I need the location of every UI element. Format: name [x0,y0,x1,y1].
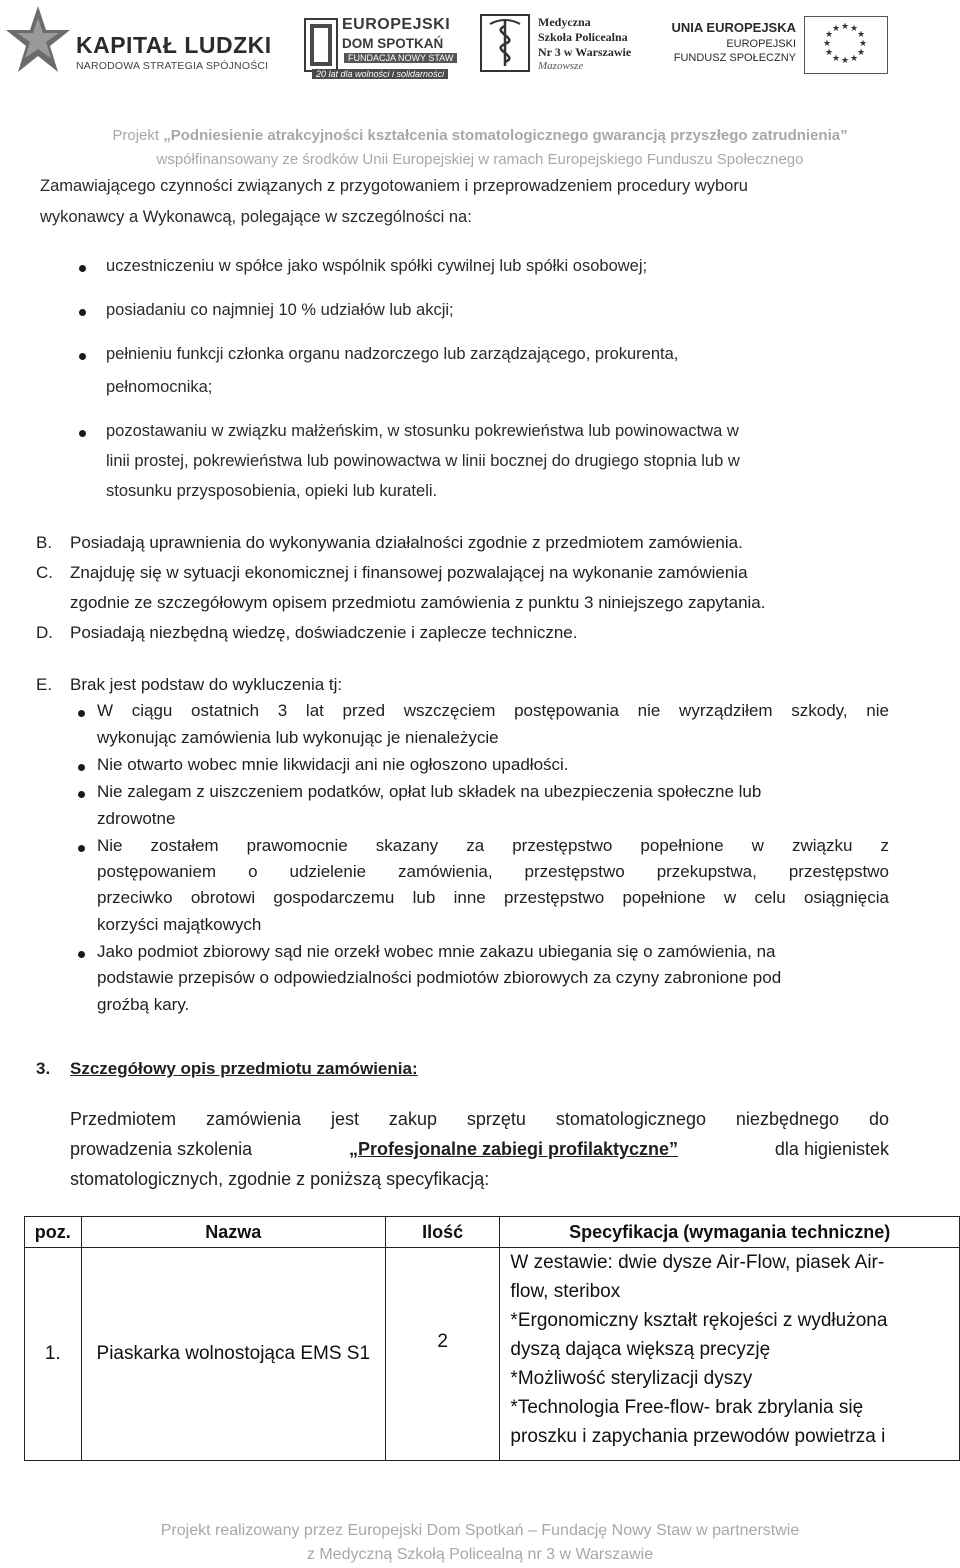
list-item-text: Nie zostałem prawomocnie skazany za przestępstwo popełnione w związku z [97,836,889,855]
project-title-line [0,127,960,144]
szkola-line2: Szkoła Policealna [538,30,628,44]
list-item-text: posiadaniu co najmniej 10 % udziałów lub akcji; [106,301,454,319]
svg-text:★: ★ [849,54,859,64]
paragraph-text: prowadzenia szkolenia [70,1139,253,1159]
svg-text:★: ★ [849,24,859,34]
cofinanced-line: współfinansowany ze środków Unii Europejskiej w ramach Europejskiego Funduszu Społecznego [156,151,804,168]
condition-letter-e: E. [36,675,53,694]
eds-line4: 20 lat dla wolności i solidarności [312,69,448,79]
ue-line1: UNIA EUROPEJSKA [671,20,796,35]
europejski-dom-spotkan-logo [304,14,454,79]
paragraph-text: dla higienistek [774,1139,889,1159]
eu-flag-icon [804,16,888,74]
bullet-icon [79,309,86,316]
ue-line3: FUNDUSZ SPOŁECZNY [673,52,796,64]
kapital-ludzki-star-icon [4,4,72,76]
spec-line: *Technologia Free-flow- brak zbrylania się [510,1397,864,1418]
list-item-text: Nie zalegam z uiszczeniem podatków, opłat lub składek na ubezpieczenia społeczne lub [97,782,762,801]
eds-line2: DOM SPOTKAŃ [342,36,444,51]
svg-text:★: ★ [824,30,834,40]
ue-line2: EUROPEJSKI [726,38,796,50]
svg-text:★: ★ [831,54,841,64]
section-title: Szczegółowy opis przedmiotu zamówienia: [70,1059,418,1078]
svg-text:★: ★ [831,24,841,34]
svg-text:★: ★ [840,22,850,32]
list-item-text: wykonując zamówienia lub wykonując je nienależycie [97,728,499,747]
list-item-text: stosunku przysposobienia, opieki lub kurateli. [106,482,438,500]
project-prefix: Projekt [112,127,164,144]
specification-table [24,1216,960,1461]
project-title: „Podniesienie atrakcyjności kształcenia stomatologicznego gwarancją przyszłego zatrudnienia” [163,127,848,144]
spec-line: flow, steribox [510,1281,621,1302]
list-item-text: groźbą kary. [97,995,190,1014]
list-item-text: Jako podmiot zbiorowy sąd nie orzekł wobec mnie zakazu ubiegania się o zamówienia, na [97,942,776,961]
condition-c-text: zgodnie ze szczegółowym opisem przedmiotu zamówienia z punktu 3 niniejszego zapytania. [70,593,766,612]
kapital-ludzki-subtitle: NARODOWA STRATEGIA SPÓJNOŚCI [76,60,269,72]
bullet-icon [79,430,86,437]
kapital-ludzki-title: KAPITAŁ LUDZKI [76,32,272,58]
section-paragraph-line: Przedmiotem zamówienia jest zakup sprzętu stomatologicznego niezbędnego do [70,1109,889,1129]
list-item-text: Nie otwarto wobec mnie likwidacji ani nie ogłoszono upadłości. [97,755,569,774]
condition-e-text: Brak jest podstaw do wykluczenia tj: [70,675,343,694]
svg-text:★: ★ [858,39,868,49]
bullet-icon [78,764,85,771]
bullet-icon [78,951,85,958]
kapital-ludzki-logo [4,4,272,76]
szkola-policealna-logo [480,14,640,76]
svg-text:★: ★ [822,39,832,49]
list-item-text: pełnomocnika; [106,378,213,396]
section-number: 3. [36,1059,51,1078]
column-header-name: Nazwa [81,1217,385,1248]
column-header-pos: poz. [25,1217,82,1248]
bullet-icon [78,845,85,852]
list-item-text: zdrowotne [97,809,176,828]
condition-letter-c: C. [36,563,53,582]
spec-line: proszku i zapychania przewodów powietrza i [510,1426,886,1447]
szkola-line3: Nr 3 w Warszawie [538,45,632,59]
door-icon [304,18,338,72]
intro-line: wykonawcy a Wykonawcą, polegające w szczególności na: [40,208,472,226]
column-header-qty: Ilość [385,1217,499,1248]
section-paragraph-line: stomatologicznych, zgodnie z poniższą specyfikacją: [70,1169,490,1189]
unia-europejska-logo [671,16,888,76]
table-row [25,1248,960,1461]
caduceus-icon [480,14,530,72]
cell-name: Piaskarka wolnostojąca EMS S1 [81,1248,385,1461]
footer-line: z Medyczną Szkołą Policealną nr 3 w Warszawie [306,1546,654,1563]
eds-line3: FUNDACJA NOWY STAW [344,53,457,63]
column-header-spec: Specyfikacja (wymagania techniczne) [500,1217,960,1248]
svg-text:★: ★ [856,30,866,40]
training-name: „Profesjonalne zabiegi profilaktyczne” [348,1139,679,1159]
spec-line: dyszą dająca większą precyzję [510,1339,771,1360]
condition-d-text: Posiadają niezbędną wiedzę, doświadczenie i zaplecze techniczne. [70,623,578,642]
list-item-text: podstawie przepisów o odpowiedzialności podmiotów zbiorowych za czyny zabronione pod [97,968,782,987]
spec-line: *Możliwość sterylizacji dyszy [510,1368,753,1389]
list-item-text: postępowaniem o udzielenie zamówienia, przestępstwo przekupstwa, przestępstwo [97,862,889,881]
list-item-text: korzyści majątkowych [97,915,262,934]
cell-spec [500,1248,960,1461]
condition-c-text: Znajduję się w sytuacji ekonomicznej i finansowej pozwalającej na wykonanie zamówienia [70,563,748,582]
table-header-row [25,1217,960,1248]
condition-letter-b: B. [36,533,53,552]
spec-line: W zestawie: dwie dysze Air-Flow, piasek Air- [510,1252,885,1273]
cell-pos: 1. [25,1248,82,1461]
list-item-text: uczestniczeniu w spółce jako wspólnik spółki cywilnej lub spółki osobowej; [106,257,648,275]
bullet-icon [79,353,86,360]
condition-letter-d: D. [36,623,53,642]
mazowsze-label: Mazowsze [538,60,584,72]
section-paragraph-line [70,1139,889,1160]
intro-line: Zamawiającego czynności związanych z przygotowaniem i przeprowadzeniem procedury wyboru [40,177,748,195]
list-item-text: pozostawaniu w związku małżeńskim, w stosunku pokrewieństwa lub powinowactwa w [106,422,739,440]
svg-text:★: ★ [824,48,834,58]
spec-line: *Ergonomiczny kształt rękojeści z wydłużona [510,1310,888,1331]
bullet-icon [79,265,86,272]
bullet-icon [78,791,85,798]
svg-text:★: ★ [840,56,850,66]
szkola-line1: Medyczna [538,15,591,29]
cell-qty: 2 [385,1248,499,1461]
list-item-text: przeciwko obrotowi gospodarczemu lub inne przestępstwo popełnione w celu osiągnięcia [97,888,889,907]
condition-b-text: Posiadają uprawnienia do wykonywania działalności zgodnie z przedmiotem zamówienia. [70,533,743,552]
bullet-icon [78,710,85,717]
list-item-text: W ciągu ostatnich 3 lat przed wszczęciem postępowania nie wyrządziłem szkody, nie [97,701,889,720]
list-item-text: linii prostej, pokrewieństwa lub powinowactwa w linii bocznej do drugiego stopnia lub w [106,452,740,470]
eds-line1: EUROPEJSKI [342,16,451,33]
list-item-text: pełnieniu funkcji członka organu nadzorczego lub zarządzającego, prokurenta, [106,345,679,363]
svg-text:★: ★ [856,48,866,58]
footer-line: Projekt realizowany przez Europejski Dom Spotkań – Fundację Nowy Staw w partnerstwie [160,1522,800,1539]
